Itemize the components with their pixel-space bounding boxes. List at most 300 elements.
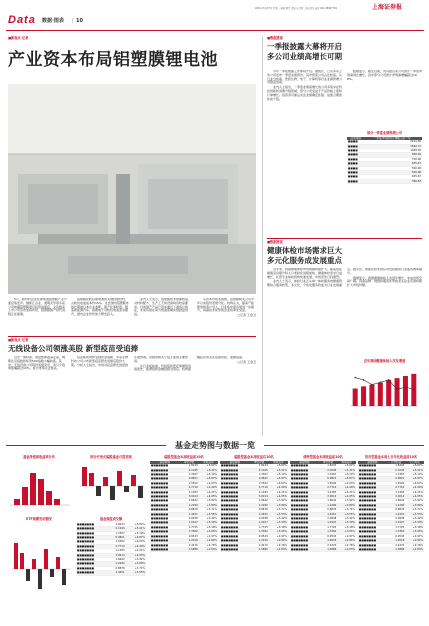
table-cell: 3.0014 <box>250 495 269 499</box>
table-cell: 1.0107 <box>319 521 338 525</box>
table-cell: ■■■■■■■ <box>290 512 319 516</box>
table-cell: ■■■■ <box>347 144 364 148</box>
table-cell: 1.5886 <box>387 547 406 551</box>
table-cell: 1.2290 <box>319 503 338 507</box>
chart-point <box>371 384 373 386</box>
table-cell: +3.55% <box>126 571 146 575</box>
table-header: 单位净值 <box>319 461 338 464</box>
table-cell: 1.3362 <box>319 530 338 534</box>
table-cell: ■■■■■■■ <box>290 525 319 529</box>
table-cell: +4.63% <box>337 481 356 485</box>
table-cell: 1.2290 <box>387 503 406 507</box>
second-title: 无线设备公司领涨美股 新型疫苗受追捧 <box>8 344 139 353</box>
table-cell: +4.21% <box>126 549 146 553</box>
factory-photo <box>8 84 256 294</box>
table-cell: ■■■■■■■ <box>150 468 180 472</box>
table-cell: +3.05% <box>337 530 356 534</box>
table-cell: ■■■■■■■ <box>220 486 250 490</box>
table-cell: ■■■■■■■ <box>150 503 180 507</box>
table-cell: +5.10% <box>126 531 146 535</box>
table-cell: +4.87% <box>126 536 146 540</box>
table-header: 一季度净利润预计增幅上限（%） <box>364 137 422 140</box>
table-cell: ■■■■■■■ <box>290 499 319 503</box>
table-cell: ■■■■■■■ <box>358 534 387 538</box>
table-cell: +4.21% <box>337 490 356 494</box>
table-cell: +2.76% <box>269 543 288 547</box>
table-cell: ■■■■■■■ <box>76 523 107 527</box>
table-cell: +5.41% <box>199 468 218 472</box>
table-cell: +5.82% <box>126 523 146 527</box>
table-cell: +2.63% <box>405 547 424 551</box>
table-cell: +3.80% <box>405 503 424 507</box>
table-cell: ■■■■■■■ <box>220 534 250 538</box>
table-cell: 1.8234 <box>180 464 199 468</box>
table-cell: +4.21% <box>199 490 218 494</box>
weekly-table <box>76 523 146 576</box>
panel-title: 偏股型基金本周收益前10名 <box>164 455 204 459</box>
table-cell: 1.0107 <box>250 521 269 525</box>
table-cell: 1.4451 <box>180 512 199 516</box>
equity-top-body <box>150 464 218 552</box>
table-cell: ■■■■■■■ <box>358 539 387 543</box>
table-cell: +3.55% <box>337 512 356 516</box>
table-cell: ■■■■■■■ <box>290 495 319 499</box>
table-cell: ■■■■■■■ <box>150 477 180 481</box>
table-cell: ■■■■■■■ <box>358 495 387 499</box>
table-header: 七日年化 <box>405 461 424 464</box>
chart-point <box>405 386 407 388</box>
table-cell: ■■■■■■■ <box>358 525 387 529</box>
table-cell: ■■■■■■■ <box>290 477 319 481</box>
right1-table-title: 部分一季度业绩预增公司 <box>366 131 403 135</box>
table-cell: ■■■■■■■ <box>358 481 387 485</box>
table-cell: ■■■■■■■ <box>220 495 250 499</box>
second-article <box>8 338 256 436</box>
section-rule-right <box>267 238 422 239</box>
table-cell: +5.82% <box>269 464 288 468</box>
table-cell: +3.55% <box>269 512 288 516</box>
panel-title: 货币型基金本周七日年化收益前10名 <box>364 455 418 459</box>
table-cell: 500.00 <box>364 171 422 175</box>
table-cell: ■■■■■■■ <box>290 481 319 485</box>
table-cell: 2.4470 <box>180 543 199 547</box>
table-cell: 1.6642 <box>107 558 125 562</box>
table-cell: 1.4451 <box>107 571 125 575</box>
table-cell: +2.76% <box>405 543 424 547</box>
table-cell: 1.2018 <box>180 539 199 543</box>
table-cell: 1.1283 <box>387 490 406 494</box>
table-cell: 1.3367 <box>387 473 406 477</box>
table-cell: ■■■■■■■ <box>76 549 107 553</box>
table-cell: +5.41% <box>269 468 288 472</box>
table-cell: ■■■■■■■ <box>220 464 250 468</box>
panel-monthly <box>76 456 146 514</box>
table-cell: +3.71% <box>405 508 424 512</box>
table-cell: 1.3362 <box>387 530 406 534</box>
banner-rule-left <box>6 445 166 446</box>
table-cell: 2.1045 <box>250 468 269 472</box>
table-cell: +5.82% <box>405 464 424 468</box>
monthly-chart <box>76 461 146 511</box>
table-cell: +3.42% <box>269 517 288 521</box>
table-cell: ■■■■■■■ <box>290 503 319 507</box>
right1-paragraph: 今年一季报披露工作即将开启。据统计，已有多家上市公司发布一季度业绩预告，其中预喜公司占比较高。从行业分布看，医药生物、电子、计算机等行业业绩预增公司数量居前。 <box>267 70 342 85</box>
table-cell: 0.9821 <box>180 477 199 481</box>
table-cell: 1009.30 <box>364 149 422 153</box>
health-check-chart <box>347 365 422 411</box>
chart-bar <box>403 376 408 406</box>
chart-bar <box>353 388 358 405</box>
table-cell: ■■■■■■■ <box>220 468 250 472</box>
right-article-1 <box>267 36 422 236</box>
table-cell: ■■■■■■■ <box>150 464 180 468</box>
table-cell: 2.4470 <box>319 543 338 547</box>
table-cell: ■■■■■■■ <box>150 530 180 534</box>
table-cell: ■■■■■■■ <box>220 473 250 477</box>
table-cell: +4.63% <box>269 481 288 485</box>
table-cell: 3.0014 <box>387 495 406 499</box>
table-cell: ■■■■■■■ <box>220 539 250 543</box>
table-cell: +2.63% <box>269 547 288 551</box>
table-cell: 0.9543 <box>387 534 406 538</box>
table-cell: 2.1045 <box>107 527 125 531</box>
table-cell: +2.97% <box>269 534 288 538</box>
brand-data: Data <box>8 14 36 26</box>
table-cell: +4.05% <box>269 495 288 499</box>
table-cell: ■■■■■■■ <box>358 486 387 490</box>
table-cell: ■■■■■■■ <box>76 536 107 540</box>
table-cell: 0.9821 <box>250 477 269 481</box>
table-cell: +3.18% <box>405 525 424 529</box>
table-cell: +4.05% <box>405 495 424 499</box>
table-cell: 2.7710 <box>319 486 338 490</box>
table-cell: +2.84% <box>199 539 218 543</box>
table-cell: ■■■■■■■ <box>358 508 387 512</box>
table-cell: ■■■■ <box>347 171 364 175</box>
table-cell: 1.5502 <box>107 540 125 544</box>
page-number: 10 <box>76 18 83 24</box>
table-cell: ■■■■■■■ <box>358 490 387 494</box>
table-cell: +3.05% <box>269 530 288 534</box>
table-cell: ■■■■■■■ <box>150 486 180 490</box>
table-header: 基金简称 <box>220 461 250 464</box>
table-cell: ■■■■■■■ <box>220 477 250 481</box>
table-cell: +4.40% <box>405 486 424 490</box>
table-cell: 2.7710 <box>107 544 125 548</box>
table-cell: 1.2290 <box>180 503 199 507</box>
table-cell: 2.7710 <box>387 486 406 490</box>
table-cell: +3.30% <box>337 521 356 525</box>
right-article-2 <box>267 240 422 436</box>
table-cell: 1.1283 <box>319 490 338 494</box>
panel-title: 部分开放式偏股基金月度表现 <box>90 455 132 459</box>
table-cell: 1.5502 <box>387 481 406 485</box>
table-cell: ■■■■■■■ <box>358 499 387 503</box>
table-cell: +5.41% <box>126 527 146 531</box>
table-cell: ■■■■■■■ <box>150 517 180 521</box>
table-cell: ■■■■■■■ <box>358 517 387 521</box>
chart-point <box>396 388 398 390</box>
table-header: 证券简称 <box>347 137 364 140</box>
table-cell: 1.2018 <box>319 539 338 543</box>
right2-title: 健康体检市场需求巨大 多元化服务成发展重点 <box>267 246 342 265</box>
table-cell: +5.10% <box>405 473 424 477</box>
table-cell: 2.7710 <box>250 486 269 490</box>
table-cell: ■■■■■■■ <box>76 566 107 570</box>
table-cell: 1.2290 <box>107 562 125 566</box>
masthead <box>0 0 429 34</box>
right1-paragraph: 业内人士指出，一季度业绩高增长的公司多集中在科技创新和消费升级领域，部分公司受益于产品价格上涨和订单增长。投资者可重点关注业绩确定性强、估值合理的优质个股。 <box>267 85 342 101</box>
table-cell: ■■■■■■■ <box>358 503 387 507</box>
table-cell: ■■■■■■■ <box>150 490 180 494</box>
table-cell: 1.0107 <box>180 521 199 525</box>
table-cell: +3.92% <box>405 499 424 503</box>
header-rule <box>6 30 424 31</box>
table-cell: 806.00 <box>364 153 422 157</box>
banner-title: 基金走势图与数据一览 <box>175 441 255 450</box>
table-header: 基金简称 <box>150 461 180 464</box>
table-cell: +5.82% <box>199 464 218 468</box>
table-cell: 1.3367 <box>319 473 338 477</box>
lead-author: □记者 王金卫 <box>237 313 256 318</box>
chart-bar <box>378 382 383 405</box>
panel-title: 基金净值周收益率分布 <box>23 455 55 459</box>
table-cell: 0.8876 <box>319 508 338 512</box>
panel-equity-bottom <box>220 456 288 618</box>
table-cell: ■■■■■■■ <box>150 539 180 543</box>
table-cell: 1.5502 <box>250 481 269 485</box>
table-cell: +2.84% <box>405 539 424 543</box>
table-cell: 0.8876 <box>387 508 406 512</box>
table-cell: ■■■■■■■ <box>290 490 319 494</box>
table-cell: ■■■■■■■ <box>220 543 250 547</box>
table-cell: +4.87% <box>269 477 288 481</box>
table-cell: ■■■■■■■ <box>358 512 387 516</box>
right2-chart-box <box>347 360 422 412</box>
table-cell: 1.5502 <box>319 481 338 485</box>
table-cell: 1.8234 <box>250 464 269 468</box>
table-header: 周收益率 <box>337 461 356 464</box>
table-cell: +4.63% <box>126 540 146 544</box>
second-paragraph: 疫苗板块同样受到资金追捧，多家生物科技公司公布新型疫苗研发进展后股价大涨。分析人士指出，市场对疫苗研发进度的乐观预期，是推动相关个股上涨的主要原因。 <box>71 356 189 367</box>
money-top-table <box>358 461 424 553</box>
table-cell: 1.3367 <box>107 531 125 535</box>
equity-bottom-table <box>220 461 288 553</box>
table-cell: 1.3367 <box>180 473 199 477</box>
date-line: 2020年5月27日 星期三 编辑 阿星 责编 史卫燕 美编 周洋 电话:021-38967726 <box>255 7 337 10</box>
table-cell: +5.10% <box>269 473 288 477</box>
table-cell: 2.4470 <box>387 543 406 547</box>
table-cell: 0.8876 <box>250 508 269 512</box>
table-cell: ■■■■■■■ <box>150 499 180 503</box>
table-cell: +3.92% <box>199 499 218 503</box>
table-cell: +3.80% <box>126 562 146 566</box>
table-cell: ■■■■■■■ <box>290 468 319 472</box>
second-author: □记者 王金卫 <box>237 359 256 364</box>
section-rule-left <box>8 336 256 337</box>
lead-kicker: ■新视点·记者 <box>8 36 29 40</box>
table-cell: 1.6642 <box>319 499 338 503</box>
table-cell: ■■■■■■■ <box>76 571 107 575</box>
table-cell: ■■■■■■■ <box>290 543 319 547</box>
table-cell: +2.84% <box>337 539 356 543</box>
second-paragraph: 过去一周时间，美股整体震荡走高，纳斯达克指数和标普500指数小幅收涨。其中，无线设备公司股价表现突出，多只个股周涨幅超过10%，成为市场关注焦点。 <box>8 356 66 371</box>
table-row <box>76 571 146 575</box>
panel-bond-top <box>290 456 356 618</box>
table-cell: ■■■■■■■ <box>290 521 319 525</box>
table-cell: 1.6642 <box>387 499 406 503</box>
chart-bar <box>369 385 374 406</box>
fund-banner <box>6 438 424 454</box>
panel-etf <box>6 518 72 618</box>
chart-point <box>413 388 415 390</box>
table-cell: 560.00 <box>364 166 422 170</box>
table-cell: +3.42% <box>199 517 218 521</box>
right1-paragraph: 数据显示，截至目前，共有数百家公司预计一季度净利润同比增长，其中部分公司预计净利润增幅超过100%。 <box>347 70 422 81</box>
table-cell: 1.1283 <box>250 490 269 494</box>
table-cell: ■■■■■■■ <box>150 525 180 529</box>
equity-top-table <box>150 461 218 553</box>
table-cell: 1.5886 <box>319 547 338 551</box>
panel-title: ETF规模变动情况 <box>26 517 52 521</box>
table-cell: +2.76% <box>337 543 356 547</box>
table-cell: +4.87% <box>405 477 424 481</box>
table-cell: +4.05% <box>337 495 356 499</box>
table-cell: +3.18% <box>269 525 288 529</box>
chart-bar <box>395 378 400 406</box>
table-cell: 1.3362 <box>180 530 199 534</box>
table-cell: +5.41% <box>405 468 424 472</box>
table-header: 基金简称 <box>358 461 387 464</box>
table-header: 万份收益 <box>387 461 406 464</box>
table-cell: 2.1045 <box>319 468 338 472</box>
table-cell: 0.9821 <box>319 477 338 481</box>
table-cell: ■■■■■■■ <box>76 558 107 562</box>
factory-photo-graphic <box>8 84 256 294</box>
table-cell: ■■■■■■■ <box>220 499 250 503</box>
chart-bar <box>386 380 391 406</box>
table-cell: 2.0938 <box>387 517 406 521</box>
table-cell: ■■■■■■■ <box>76 562 107 566</box>
table-cell: +4.40% <box>337 486 356 490</box>
table-cell: 0.9821 <box>107 536 125 540</box>
table-cell: +3.42% <box>337 517 356 521</box>
paper-name: 上海证券报 <box>372 5 403 11</box>
table-cell: 2.1045 <box>180 468 199 472</box>
table-cell: +4.40% <box>199 486 218 490</box>
right1-kicker: ■数据透视 <box>267 36 283 40</box>
panel-title: 偏股型基金本周收益后10名 <box>234 455 274 459</box>
table-cell: +3.18% <box>199 525 218 529</box>
table-cell: 1.4451 <box>319 512 338 516</box>
table-cell: 1.8234 <box>107 523 125 527</box>
table-cell: ■■■■■■■ <box>76 540 107 544</box>
table-header: 周收益率 <box>199 461 218 464</box>
table-cell: +3.92% <box>269 499 288 503</box>
table-cell: ■■■■ <box>347 149 364 153</box>
table-cell: ■■■■■■■ <box>220 547 250 551</box>
table-cell: 1.7725 <box>180 525 199 529</box>
panel-title: 债券型基金本周收益前10名 <box>303 455 343 459</box>
table-cell: ■■■■■■■ <box>290 486 319 490</box>
table-cell: +4.63% <box>199 481 218 485</box>
table-header: 单位净值 <box>180 461 199 464</box>
table-cell: 2.0938 <box>319 517 338 521</box>
right2-body <box>267 268 422 356</box>
table-cell: 1.5886 <box>250 547 269 551</box>
table-cell: +4.05% <box>126 553 146 557</box>
table-cell: 1.1283 <box>107 549 125 553</box>
panel-equity-top <box>150 456 218 618</box>
table-cell: +3.30% <box>199 521 218 525</box>
table-cell: ■■■■■■■ <box>358 468 387 472</box>
table-cell: ■■■■■■■ <box>150 481 180 485</box>
table-cell: +4.40% <box>126 544 146 548</box>
table-cell: +3.18% <box>337 525 356 529</box>
table-cell: 1.3362 <box>250 530 269 534</box>
table-cell: +4.21% <box>269 490 288 494</box>
table-cell: +2.76% <box>199 543 218 547</box>
table-cell: ■■■■■■■ <box>358 477 387 481</box>
chart-point <box>388 379 390 381</box>
table-cell: ■■■■■■■ <box>150 543 180 547</box>
table-cell: +4.87% <box>199 477 218 481</box>
table-cell: ■■■■■■■ <box>358 464 387 468</box>
lead-paragraph: 业内人士表示，铝塑膜技术壁垒较高，对材料配方、生产工艺和设备均有较高要求。目前国产产品已逐步通过下游客户验证，未来有望在动力电池领域实现批量供货。 <box>134 298 192 317</box>
table-cell: +3.05% <box>199 530 218 534</box>
money-top-body <box>358 464 424 552</box>
chart-bar <box>361 386 366 406</box>
table-cell: 1.4451 <box>387 512 406 516</box>
table-row <box>358 547 424 551</box>
table-cell: 3.0014 <box>107 553 125 557</box>
table-cell: ■■■■■■■ <box>290 508 319 512</box>
panel-money-top <box>358 456 424 618</box>
table-header: 周收益率 <box>269 461 288 464</box>
table-cell: ■■■■■■■ <box>150 495 180 499</box>
table-cell: ■■■■■■■ <box>76 527 107 531</box>
table-cell: 1562.11 <box>364 144 422 148</box>
table-cell: +4.40% <box>269 486 288 490</box>
etf-chart <box>6 523 72 615</box>
table-cell: ■■■■ <box>347 166 364 170</box>
table-cell: ■■■■■■■ <box>358 521 387 525</box>
table-cell: ■■■■■■■ <box>358 543 387 547</box>
panel-title: 基金周度成交额 <box>99 517 123 521</box>
table-cell: 2.1045 <box>387 468 406 472</box>
table-header: 单位净值 <box>250 461 269 464</box>
right1-body-left <box>267 70 342 235</box>
table-cell: 1.8234 <box>319 464 338 468</box>
bond-top-body <box>290 464 356 552</box>
table-cell: ■■■■■■■ <box>290 473 319 477</box>
table-cell: ■■■■■■■ <box>290 517 319 521</box>
table-cell: 1.2018 <box>250 539 269 543</box>
table-cell: ■■■■ <box>347 179 364 183</box>
table-cell: ■■■■ <box>347 153 364 157</box>
table-cell: 1.7725 <box>387 525 406 529</box>
table-cell: +4.21% <box>405 490 424 494</box>
table-cell: ■■■■■■■ <box>290 539 319 543</box>
table-cell: 0.9543 <box>180 534 199 538</box>
right1-table-body <box>347 140 422 184</box>
table-cell: +2.97% <box>337 534 356 538</box>
table-cell: ■■■■■■■ <box>76 531 107 535</box>
lead-paragraph: 5月，新材料企业在锂电池铝塑膜产业方面密集发声。继紫江企业、道明光学等多家公司披露铝塑膜项目投资进展后，又有数家上市公司宣布加码布局，铝塑膜国产替代进程正在提速。 <box>8 298 67 317</box>
right2-paragraph: 近年来，我国健康体检市场规模持续扩大。随着居民健康意识提升和人口老龄化进程加快，健康体检需求日益增长，民营专业体检机构快速发展，市场竞争日趋激烈。 <box>267 268 343 279</box>
table-cell: 0.8876 <box>107 566 125 570</box>
table-cell: 2.7710 <box>180 486 199 490</box>
